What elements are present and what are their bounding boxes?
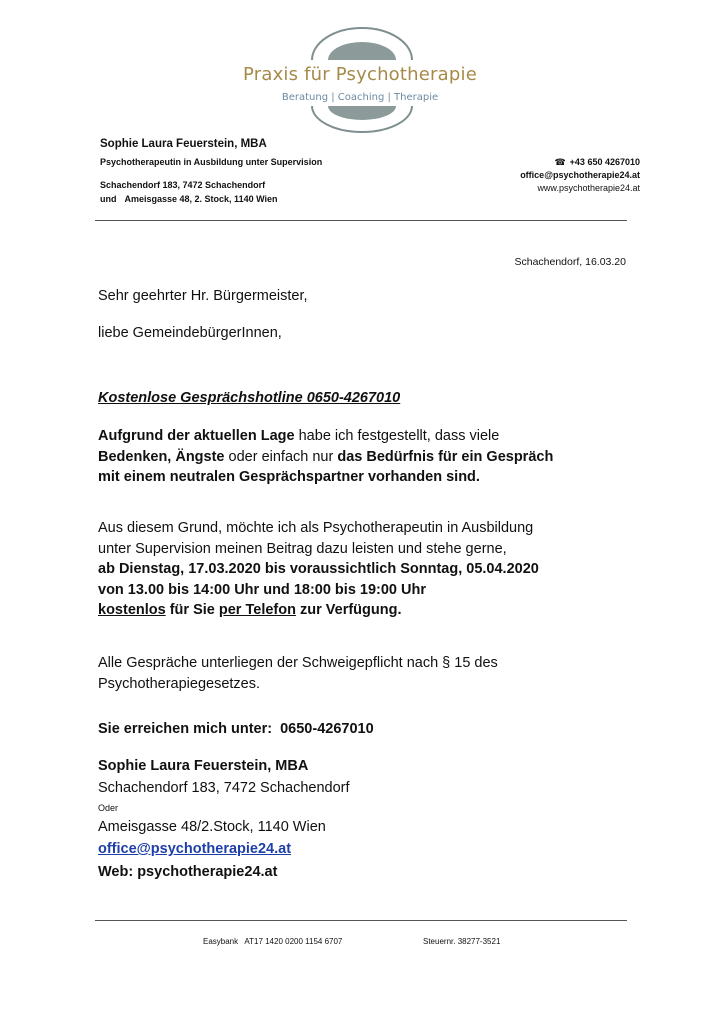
contact-block bbox=[520, 156, 640, 195]
p2-text-1: Aus diesem Grund, möchte ich als Psychotherapeutin in Ausbildung bbox=[98, 520, 534, 536]
contact-email[interactable]: office@psychotherapie24.at bbox=[520, 170, 640, 180]
contact-phone-row bbox=[520, 156, 640, 169]
signature-address2: Ameisgasse 48/2.Stock, 1140 Wien bbox=[98, 819, 326, 835]
sender-name: Sophie Laura Feuerstein, MBA bbox=[100, 138, 267, 150]
signature-web: Web: psychotherapie24.at bbox=[98, 864, 278, 880]
salutation-line2: liebe GemeindebürgerInnen, bbox=[98, 325, 282, 341]
salutation-line1: Sehr geehrter Hr. Bürgermeister, bbox=[98, 288, 308, 304]
footer-bank: Easybank AT17 1420 0200 1154 6707 bbox=[203, 937, 343, 946]
phone-icon: ☎ bbox=[554, 157, 566, 167]
logo-subtitle: Beratung | Coaching | Therapie bbox=[281, 92, 439, 103]
p2-bold-dates: ab Dienstag, 17.03.2020 bis voraussichtlich Sonntag, 05.04.2020 bbox=[98, 561, 539, 577]
p1-text-1: habe ich festgestellt, dass viele bbox=[294, 428, 500, 444]
signature-oder: Oder bbox=[98, 803, 119, 813]
paragraph-3 bbox=[98, 653, 638, 694]
p2-by-phone: per Telefon bbox=[218, 602, 296, 618]
contact-web[interactable]: www.psychotherapie24.at bbox=[537, 183, 640, 193]
p1-bold-4: mit einem neutralen Gesprächspartner vorhanden sind. bbox=[98, 469, 480, 485]
p2-free: kostenlos bbox=[98, 602, 166, 618]
sender-address-line1: Schachendorf 183, 7472 Schachendorf bbox=[100, 180, 266, 190]
sender-role: Psychotherapeutin in Ausbildung unter Supervision bbox=[100, 157, 323, 167]
paragraph-2 bbox=[98, 518, 638, 621]
p1-bold-1: Aufgrund der aktuellen Lage bbox=[98, 428, 295, 444]
p1-text-2: oder einfach nur bbox=[224, 448, 338, 465]
reach-line: Sie erreichen mich unter: 0650-4267010 bbox=[98, 721, 374, 737]
hotline-title: Kostenlose Gesprächshotline 0650-4267010 bbox=[98, 390, 401, 406]
sender-address-line2 bbox=[100, 194, 278, 204]
p1-bold-2: Bedenken, Ängste bbox=[98, 448, 225, 465]
p2-bold-times: von 13.00 bis 14:00 Uhr und 18:00 bis 19:00 Uhr bbox=[98, 581, 426, 598]
sender-address-line2-text: Ameisgasse 48, 2. Stock, 1140 Wien bbox=[124, 194, 278, 204]
p3-text-1: Alle Gespräche unterliegen der Schweigepflicht nach § 15 des bbox=[98, 655, 498, 671]
signature-name: Sophie Laura Feuerstein, MBA bbox=[98, 758, 309, 774]
logo-bottom-arc bbox=[310, 104, 414, 134]
paragraph-1 bbox=[98, 426, 638, 488]
contact-phone: +43 650 4267010 bbox=[569, 157, 640, 167]
p2-bold-3: für Sie bbox=[165, 602, 219, 618]
p2-bold-4: zur Verfügung. bbox=[295, 602, 402, 618]
sender-address-line2-prefix: und bbox=[100, 194, 117, 204]
footer-divider bbox=[95, 920, 627, 921]
logo-top-arc bbox=[310, 26, 414, 62]
header-divider bbox=[95, 220, 627, 221]
signature-email-link[interactable]: office@psychotherapie24.at bbox=[98, 841, 292, 857]
footer-tax: Steuernr. 38277-3521 bbox=[423, 937, 501, 946]
signature-address1: Schachendorf 183, 7472 Schachendorf bbox=[98, 780, 350, 796]
date-line: Schachendorf, 16.03.20 bbox=[514, 256, 626, 268]
logo-title: Praxis für Psychotherapie bbox=[243, 64, 477, 85]
p1-bold-3: das Bedürfnis für ein Gespräch bbox=[337, 448, 554, 465]
p3-text-2: Psychotherapiegesetzes. bbox=[98, 675, 261, 692]
p2-text-2: unter Supervision meinen Beitrag dazu leisten und stehe gerne, bbox=[98, 540, 507, 557]
